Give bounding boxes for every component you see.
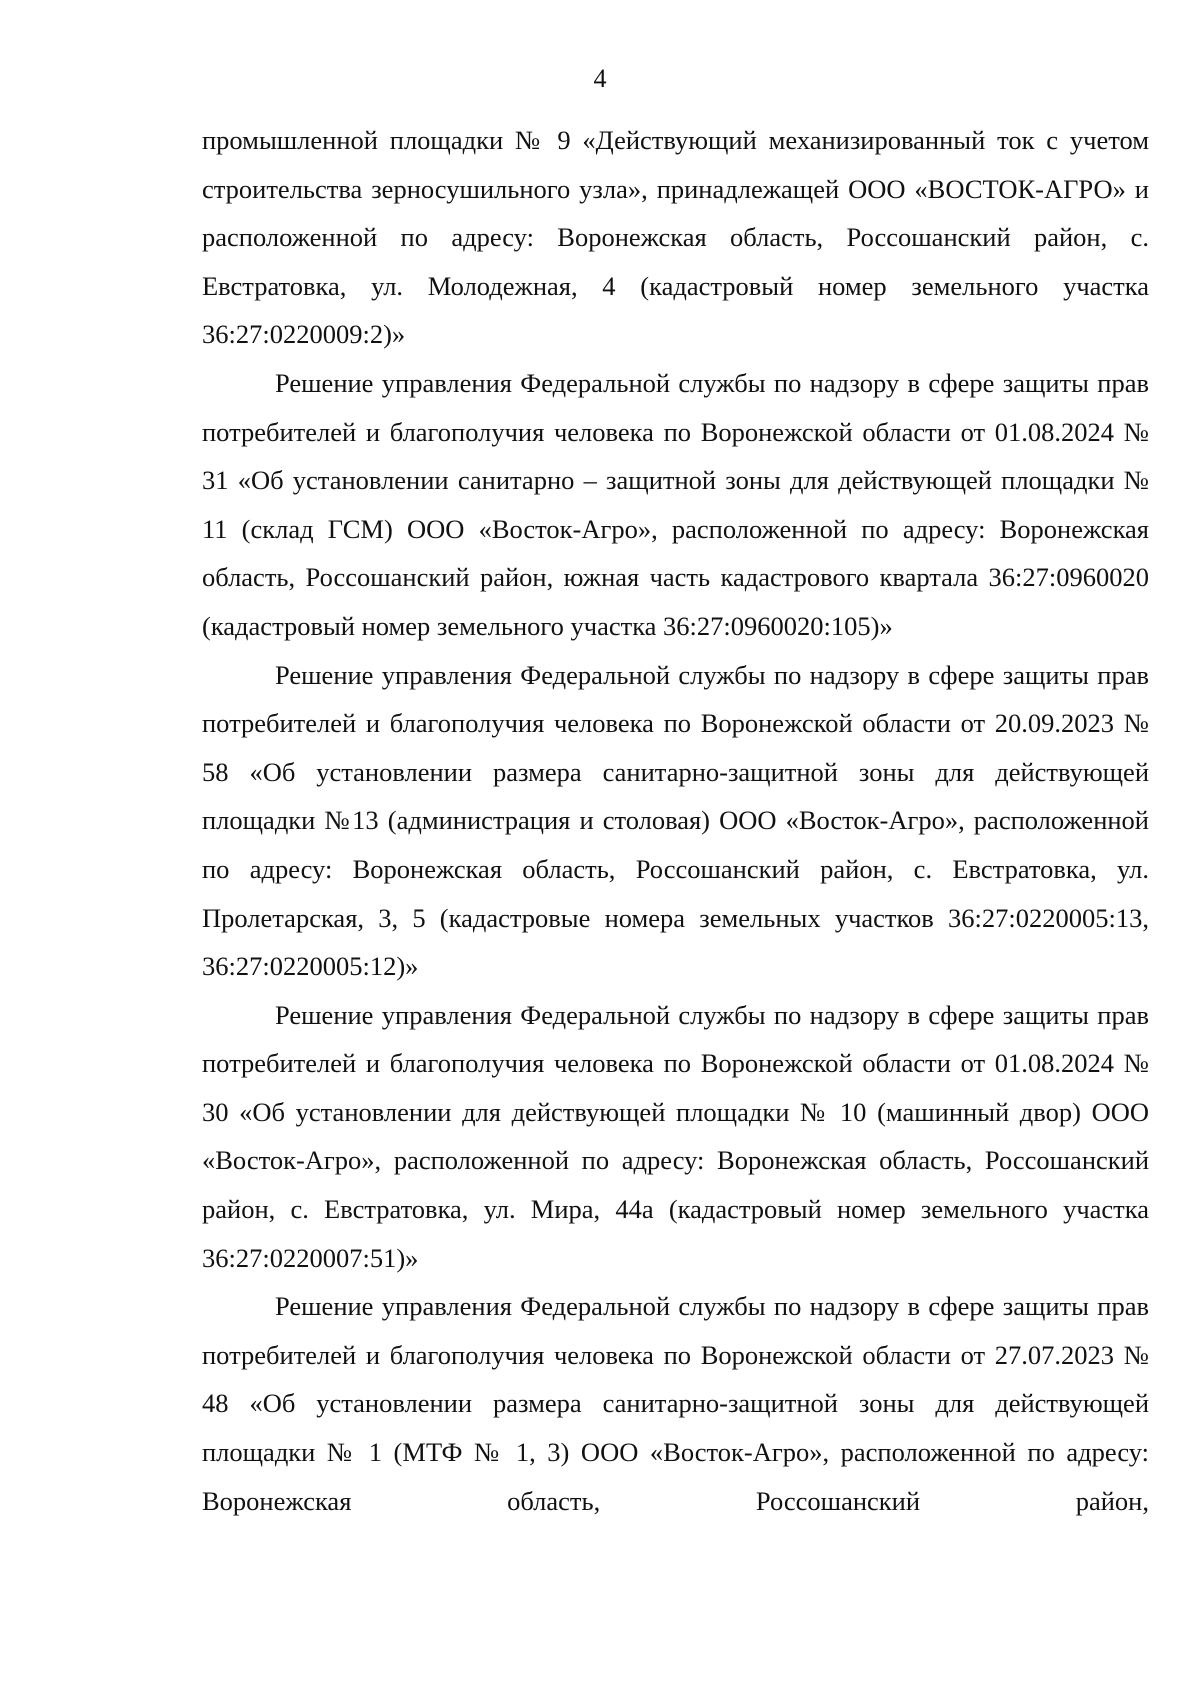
- paragraph-decision-31: Решение управления Федеральной службы по надзору в сфере защиты прав потребителей и благополучия человека по Воронежской области от 01.08.2024 № 31 «Об установлении санитарно – защитной зоны для действующей площадки № 11 (склад ГСМ) ООО «Восток-Агро», расположенной по адресу: Воронежская область, Россошанский район, южная часть кадастрового квартала 36:27:0960020 (кадастровый номер земельного участка 36:27:0960020:105)»: [202, 367, 1149, 641]
- document-body: [202, 116, 1149, 1525]
- paragraph-decision-58: Решение управления Федеральной службы по надзору в сфере защиты прав потребителей и благополучия человека по Воронежской области от 20.09.2023 № 58 «Об установлении размера санитарно-защитной зоны для действующей площадки №13 (администрация и столовая) ООО «Восток-Агро», расположенной по адресу: Воронежская область, Россошанский район, с. Евстратовка, ул. Пролетарская, 3, 5 (кадастровые номера земельных участков 36:27:0220005:13, 36:27:0220005:12)»: [202, 659, 1149, 982]
- page-number: 4: [593, 64, 607, 93]
- paragraph-continued: промышленной площадки № 9 «Действующий механизированный ток с учетом строительства зерносушильного узла», принадлежащей ООО «ВОСТОК-АГРО» и расположенной по адресу: Воронежская область, Россошанский район, с. Евстратовка, ул. Молодежная, 4 (кадастровый номер земельного участка 36:27:0220009:2)»: [202, 125, 1149, 350]
- paragraph-decision-48: Решение управления Федеральной службы по надзору в сфере защиты прав потребителей и благополучия человека по Воронежской области от 27.07.2023 № 48 «Об установлении размера санитарно-защитной зоны для действующей площадки № 1 (МТФ № 1, 3) ООО «Восток-Агро», расположенной по адресу: Воронежская область, Россошанский район,: [202, 1291, 1149, 1516]
- paragraph-decision-30: Решение управления Федеральной службы по надзору в сфере защиты прав потребителей и благополучия человека по Воронежской области от 01.08.2024 № 30 «Об установлении для действующей площадки № 10 (машинный двор) ООО «Восток-Агро», расположенной по адресу: Воронежская область, Россошанский район, с. Евстратовка, ул. Мира, 44а (кадастровый номер земельного участка 36:27:0220007:51)»: [202, 999, 1149, 1273]
